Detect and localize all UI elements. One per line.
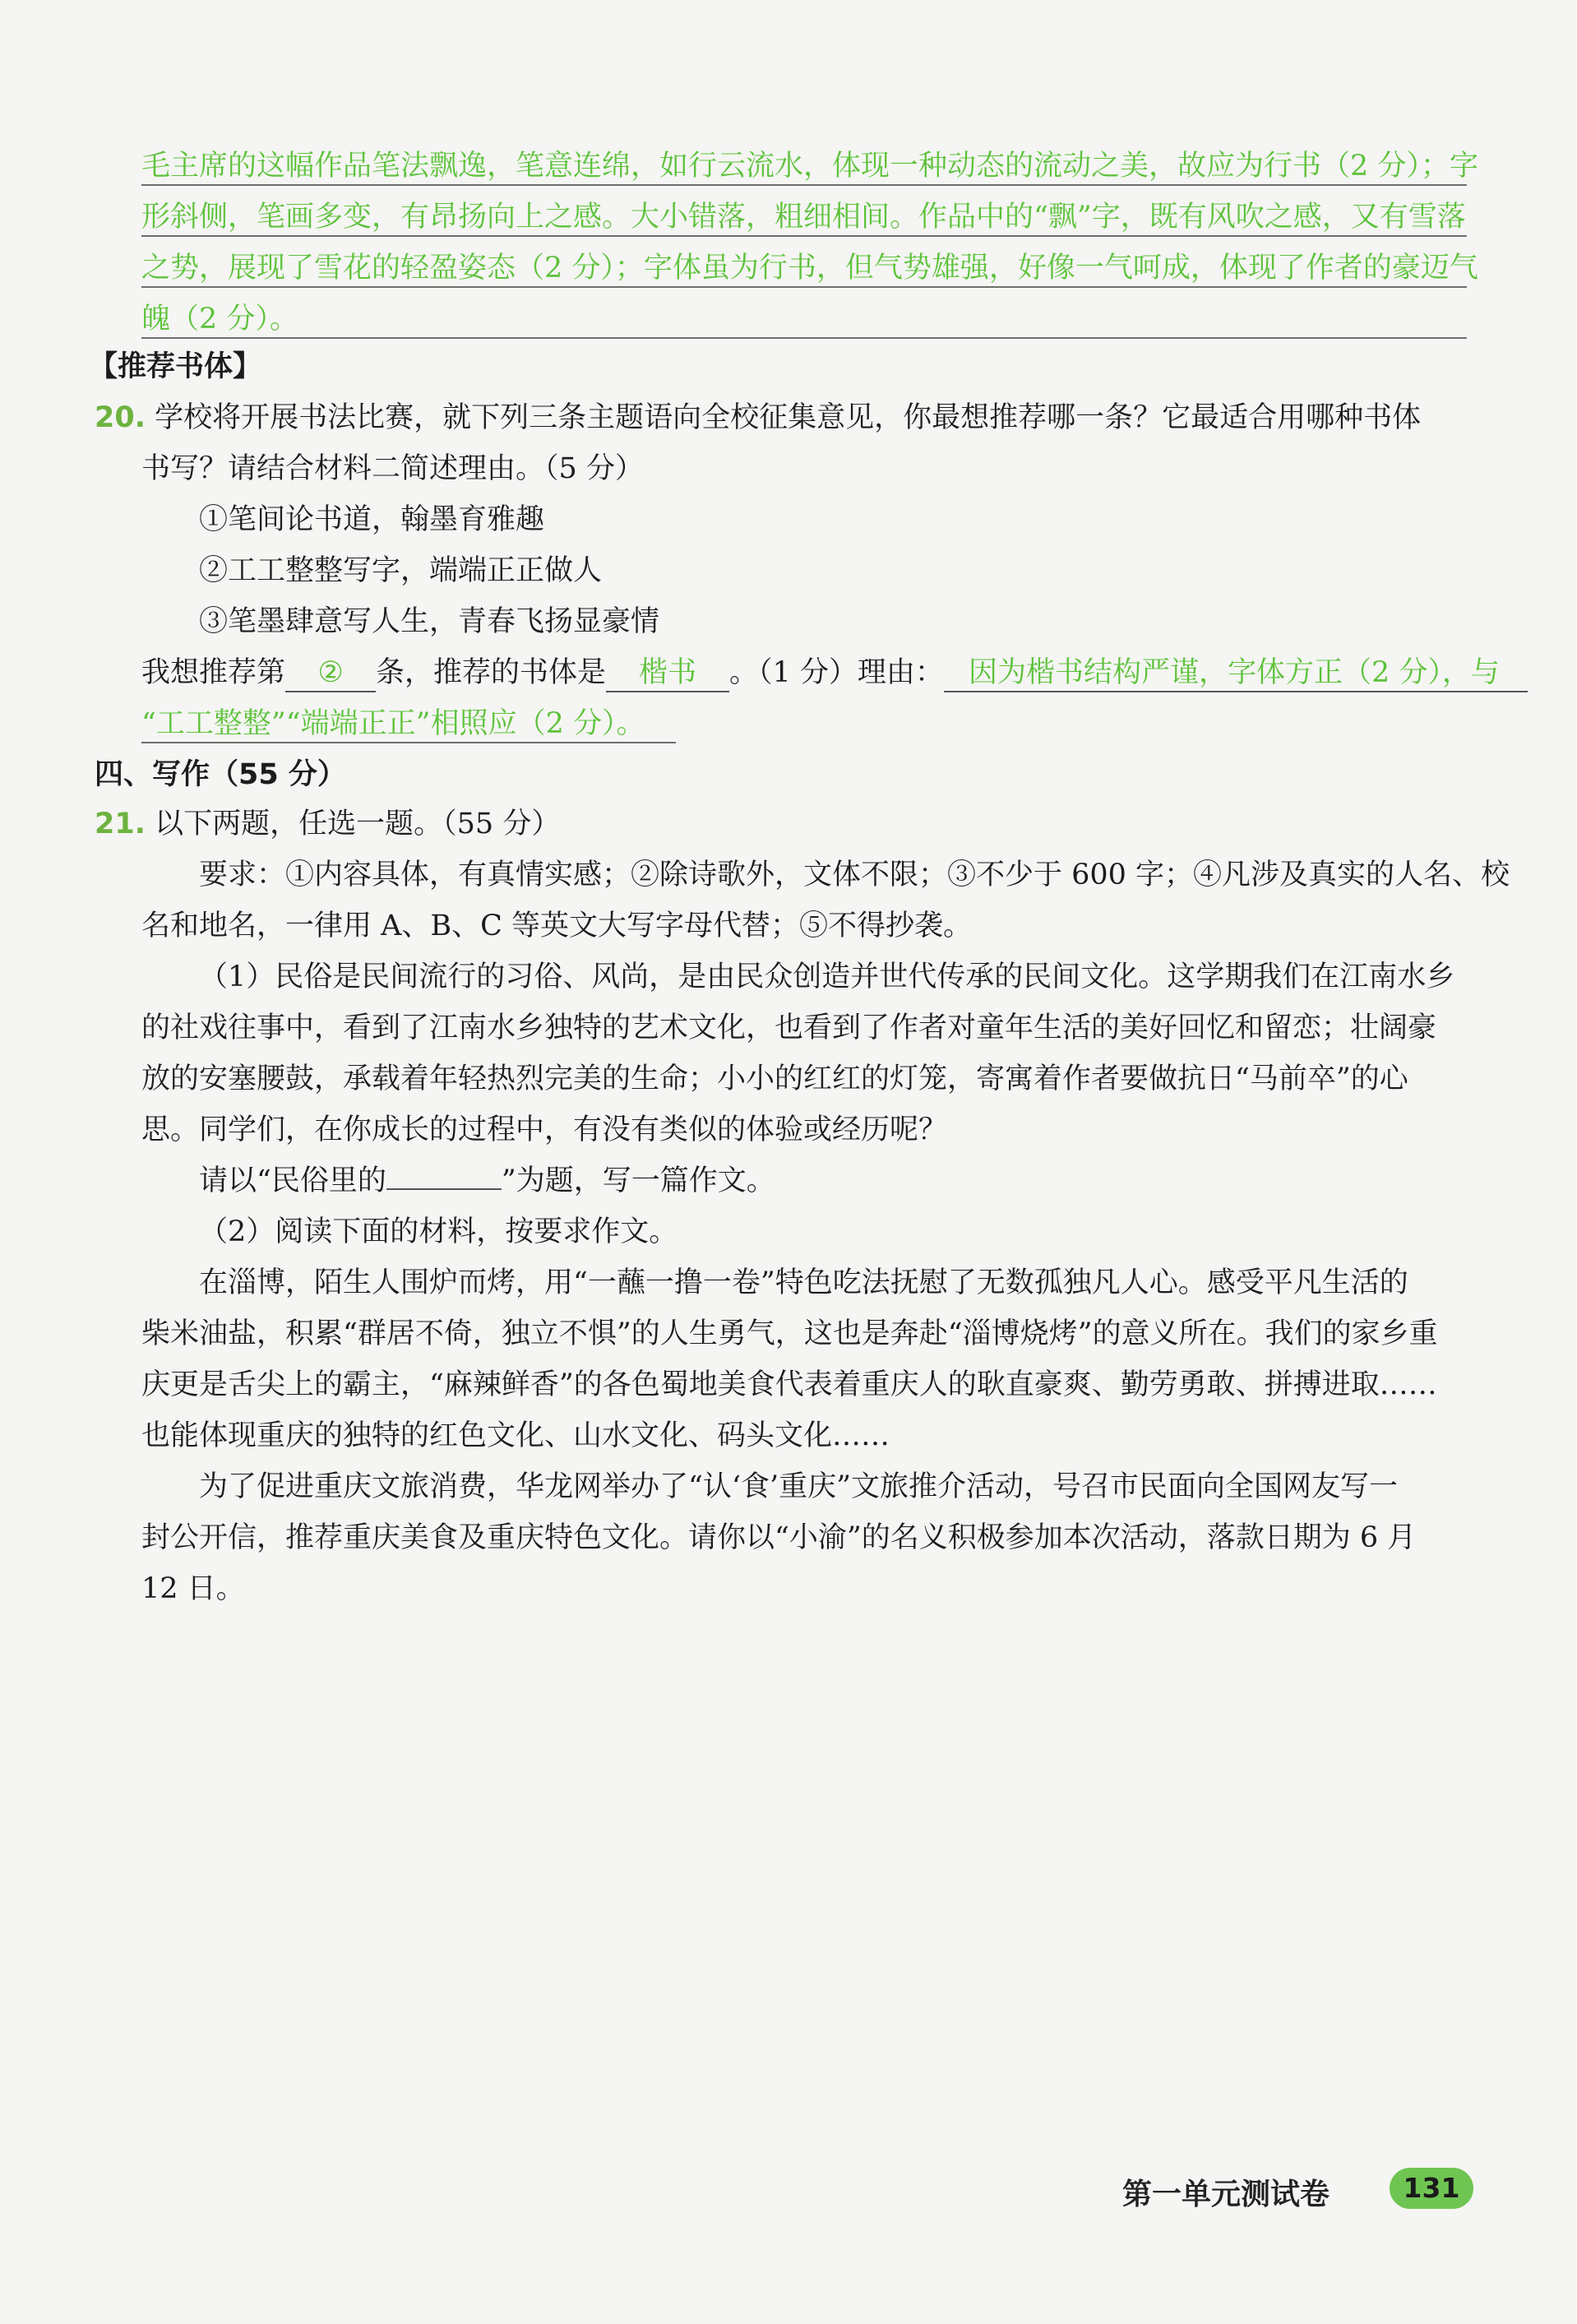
answer-line: 之势，展现了雪花的轻盈姿态（2 分）；字体虽为行书，但气势雄强，好像一气呵成，体现了作者的豪迈气 <box>141 250 1467 288</box>
requirements: 要求：①内容具体，有真情实感；②除诗歌外，文体不限；③不少于 600 字；④凡涉及真实的人名、校 <box>199 859 1510 891</box>
answer-font-blank: 楷书 <box>606 655 729 692</box>
prompt-2-intro: （2）阅读下面的材料，按要求作文。 <box>199 1215 678 1248</box>
answer-mid: 条，推荐的书体是 <box>376 656 607 689</box>
question-number: 21. <box>95 808 146 840</box>
title-prefix: 请以“民俗里的 <box>199 1164 386 1197</box>
requirements-cont: 名和地名，一律用 A、B、C 等英文大写字母代替；⑤不得抄袭。 <box>141 910 973 942</box>
option-item: ②工工整整写字，端端正正做人 <box>199 554 603 587</box>
prompt-1: （1）民俗是民间流行的习俗、风尚，是由民众创造并世代传承的民间文化。这学期我们在江南水乡 <box>199 961 1455 993</box>
answer-sentence <box>141 655 1528 692</box>
page-number-badge: 131 <box>1390 2168 1473 2209</box>
prompt-1-cont: 的社戏往事中，看到了江南水乡独特的艺术文化，也看到了作者对童年生活的美好回忆和留恋；壮阔豪 <box>141 1012 1437 1044</box>
answer-choice-blank: ② <box>285 655 376 692</box>
task-text: 封公开信，推荐重庆美食及重庆特色文化。请你以“小渝”的名义积极参加本次活动，落款日期为 6 月 <box>141 1521 1417 1554</box>
reason-blank-cont: “工工整整”“端端正正”相照应（2 分）。 <box>141 706 676 743</box>
title-suffix: ”为题，写一篇作文。 <box>501 1164 775 1197</box>
question-stem: 学校将开展书法比赛，就下列三条主题语向全校征集意见，你最想推荐哪一条？它最适合用哪种书体 <box>155 401 1422 434</box>
answer-line: 毛主席的这幅作品笔法飘逸，笔意连绵，如行云流水，体现一种动态的流动之美，故应为行书（2 分）；字 <box>141 148 1467 186</box>
material-text: 在淄博，陌生人围炉而烤，用“一蘸一撸一卷”特色吃法抚慰了无数孤独凡人心。感受平凡生活的 <box>199 1266 1408 1299</box>
answer-after: 。（1 分）理由： <box>729 656 944 689</box>
material-text: 也能体现重庆的独特的红色文化、山水文化、码头文化…… <box>141 1419 890 1452</box>
section-title-recommend: 【推荐书体】 <box>89 350 262 383</box>
reason-blank: 因为楷书结构严谨，字体方正（2 分），与 <box>944 655 1528 692</box>
material-text: 庆更是舌尖上的霸主，“麻辣鲜香”的各色蜀地美食代表着重庆人的耿直豪爽、勤劳勇敢、拼搏进取…… <box>141 1368 1437 1401</box>
option-item: ③笔墨肆意写人生，青春飞扬显豪情 <box>199 605 660 638</box>
footer-title: 第一单元测试卷 <box>1122 2178 1330 2211</box>
task-text: 12 日。 <box>141 1572 245 1605</box>
answer-line: 形斜侧，笔画多变，有昂扬向上之感。大小错落，粗细相间。作品中的“飘”字，既有风吹之感，又有雪落 <box>141 199 1467 237</box>
question-number: 20. <box>95 401 146 434</box>
answer-prefix: 我想推荐第 <box>141 656 286 689</box>
title-blank <box>386 1188 502 1190</box>
option-item: ①笔间论书道，翰墨育雅趣 <box>199 503 545 536</box>
task-text: 为了促进重庆文旅消费，华龙网举办了“认‘食’重庆”文旅推介活动，号召市民面向全国网友写一 <box>199 1470 1399 1503</box>
prompt-1-title <box>199 1163 775 1199</box>
prompt-1-cont: 思。同学们，在你成长的过程中，有没有类似的体验或经历呢？ <box>141 1113 948 1146</box>
question-stem-cont: 书写？请结合材料二简述理由。（5 分） <box>141 452 644 485</box>
material-text: 柴米油盐，积累“群居不倚，独立不惧”的人生勇气，这也是奔赴“淄博烧烤”的意义所在。我们的家乡重 <box>141 1317 1438 1350</box>
answer-line: 魄（2 分）。 <box>141 301 1467 339</box>
section-title-writing: 四、写作（55 分） <box>95 758 346 791</box>
prompt-1-cont: 放的安塞腰鼓，承载着年轻热烈完美的生命；小小的红红的灯笼，寄寓着作者要做抗日“马前卒”的心 <box>141 1062 1408 1095</box>
question-stem: 以下两题，任选一题。（55 分） <box>155 808 561 840</box>
